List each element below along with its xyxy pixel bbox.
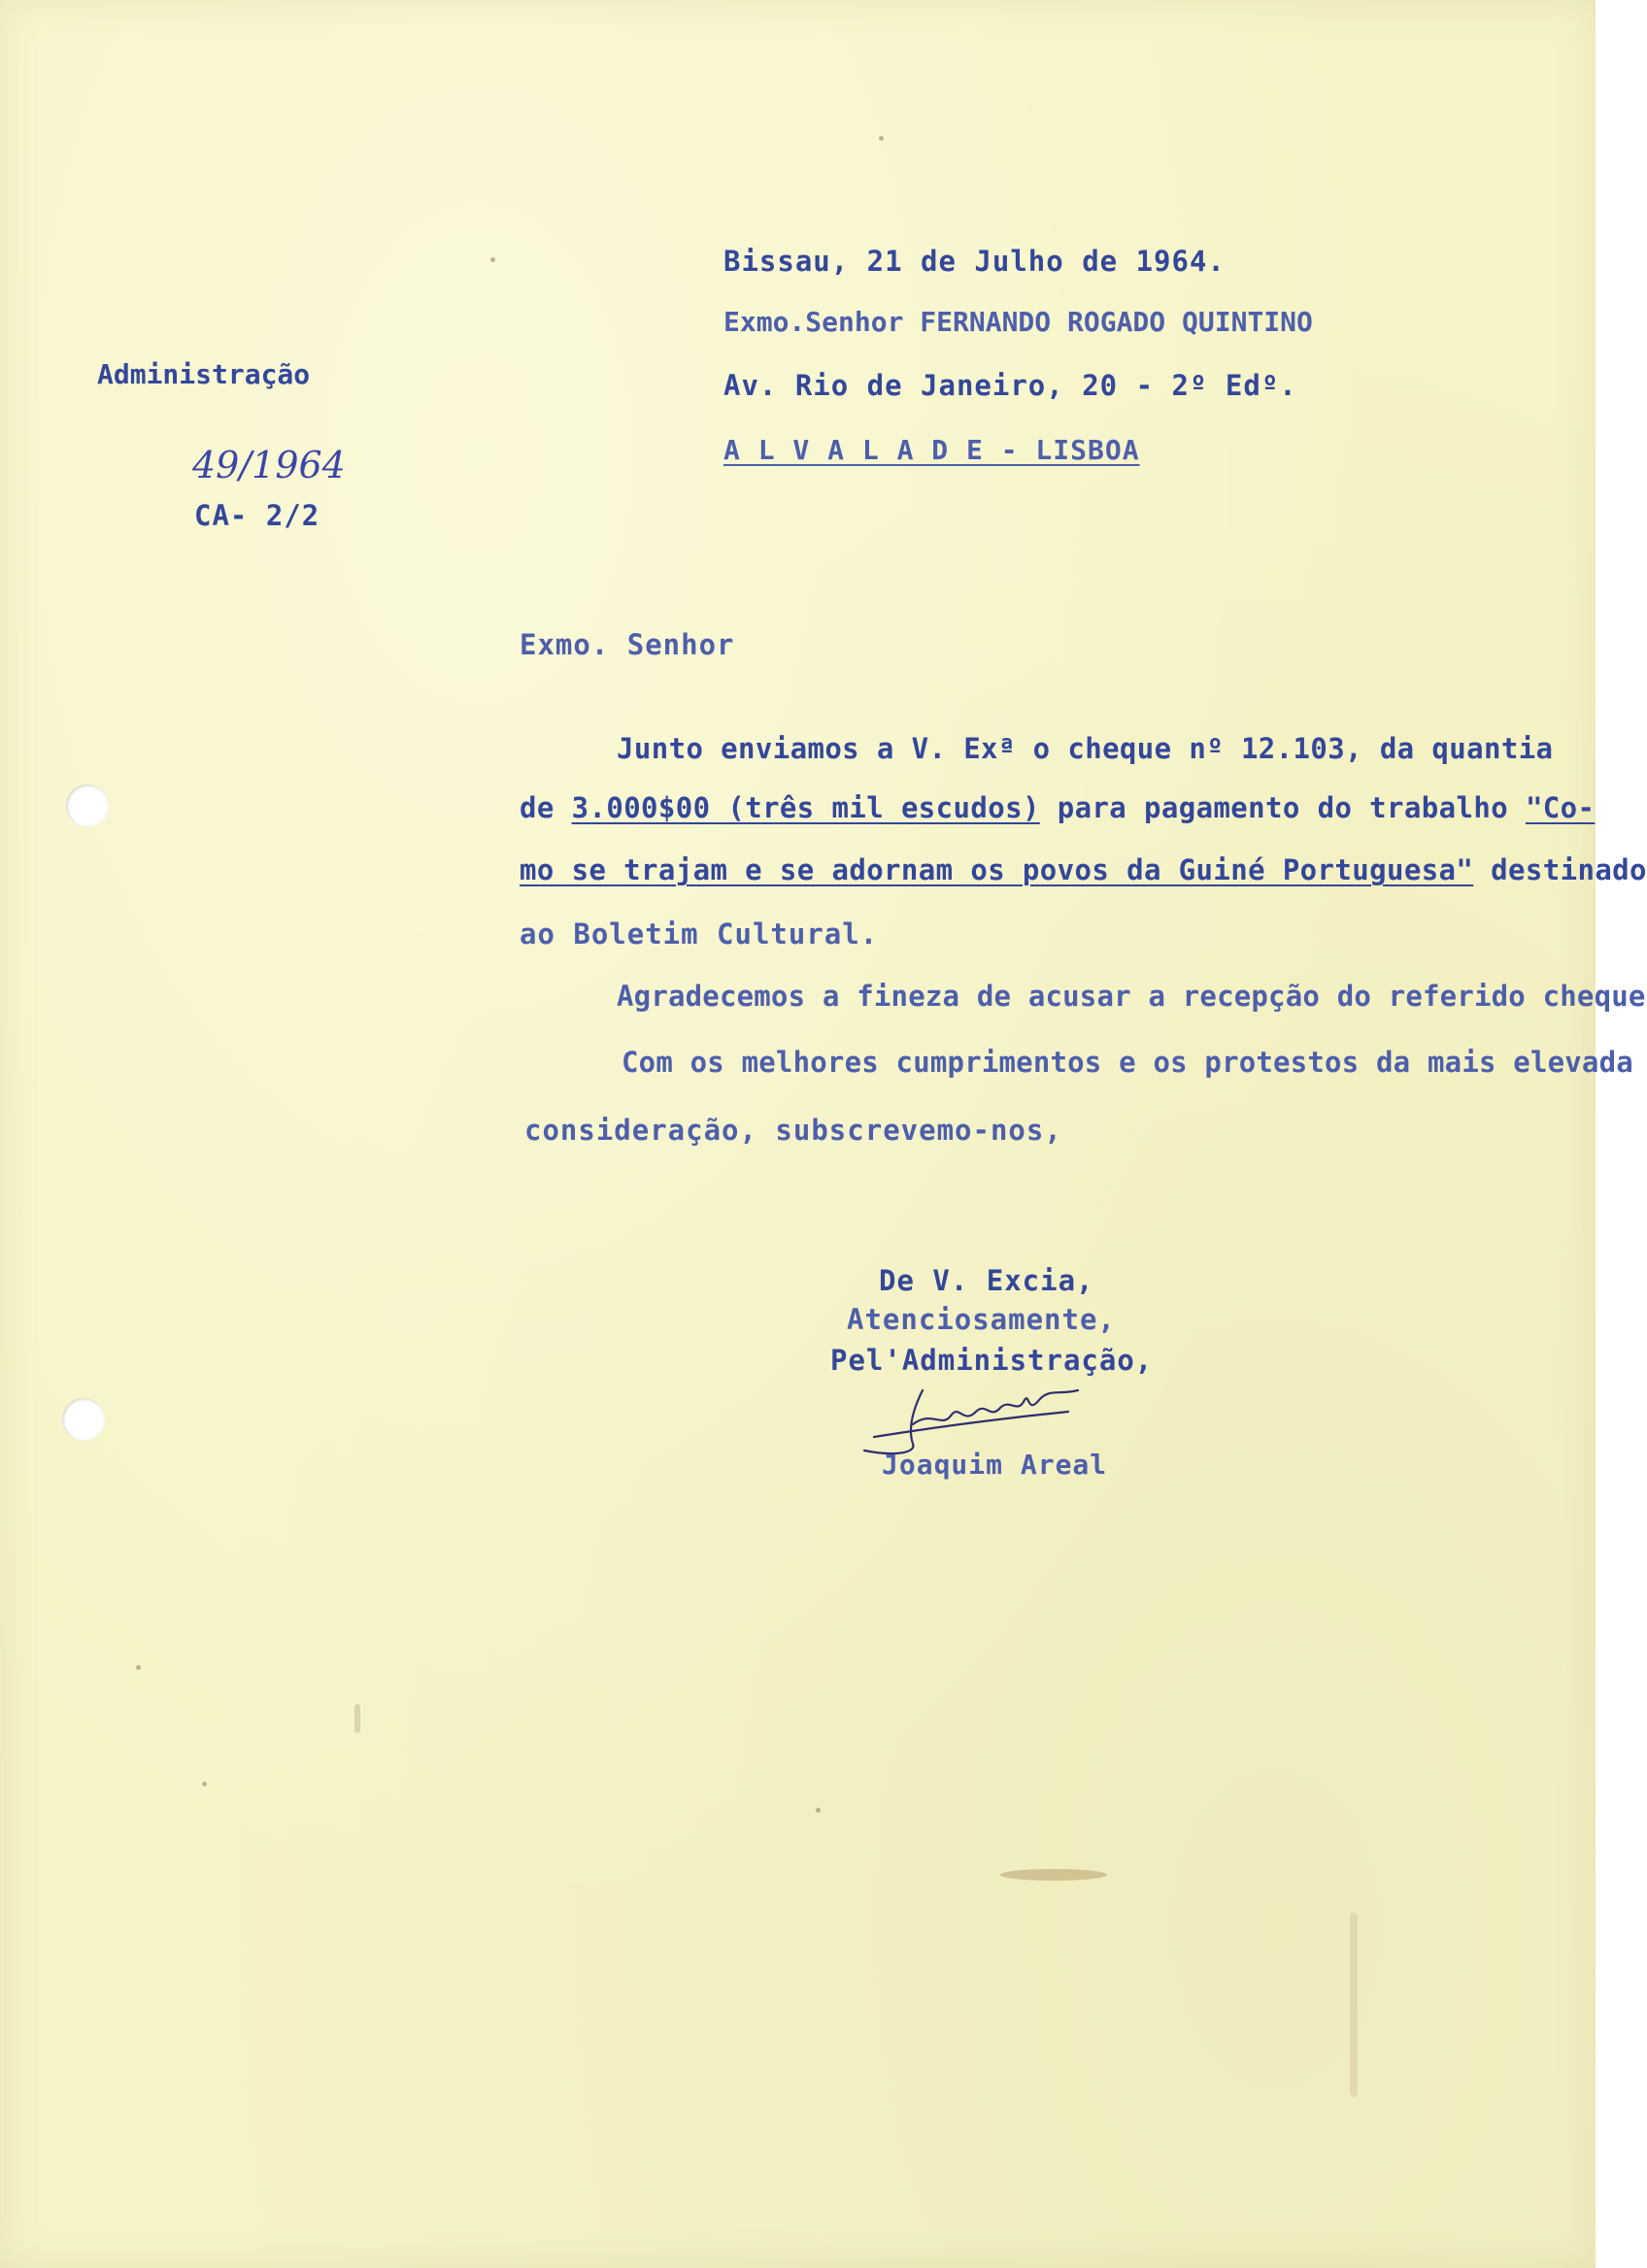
paper-speck [879,136,884,141]
body-line-3 [520,853,1647,886]
paper-smudge [354,1704,360,1733]
closing-line-1: De V. Excia, [879,1264,1094,1297]
punch-hole-top [66,784,109,827]
punch-hole-bottom [62,1398,105,1441]
signatory-name: Joaquim Areal [882,1449,1108,1481]
sender-department: Administração [97,358,311,390]
closing-line-3: Pel'Administração, [830,1344,1154,1377]
body-line-4: ao Boletim Cultural. [520,917,879,951]
body-line-2-prefix: de [520,791,555,824]
paper-speck [490,257,495,262]
paper-smudge [1000,1869,1107,1881]
work-title-end: mo se trajam e se adornam os povos da Guiné Portuguesa" [520,853,1474,886]
recipient-city: A L V A L A D E - LISBOA [723,434,1140,466]
body-line-3-suffix: destinado [1491,853,1647,886]
body-line-1: Junto enviamos a V. Exª o cheque nº 12.103, da quantia [617,732,1554,765]
recipient-address: Av. Rio de Janeiro, 20 - 2º Edº. [723,369,1297,402]
paper-speck [136,1665,141,1670]
recipient-name: Exmo.Senhor FERNANDO ROGADO QUINTINO [723,306,1313,338]
reference-code: CA- 2/2 [194,499,320,532]
body-line-6: Com os melhores cumprimentos e os protestos da mais elevada [622,1046,1633,1079]
cheque-amount: 3.000$00 (três mil escudos) [571,791,1040,824]
paper-smudge [1350,1913,1358,2097]
body-line-5: Agradecemos a fineza de acusar a recepção do referido cheque [617,980,1646,1013]
reference-number: 49/1964 [192,444,346,486]
salutation: Exmo. Senhor [520,628,735,661]
closing-line-2: Atenciosamente, [847,1303,1116,1336]
paper-speck [202,1782,207,1786]
paper-speck [816,1808,821,1813]
work-title-start: "Co- [1525,791,1596,824]
body-line-2 [520,791,1596,824]
body-line-7: consideração, subscrevemo-nos, [524,1114,1062,1147]
place-date: Bissau, 21 de Julho de 1964. [723,245,1226,278]
body-line-2-middle: para pagamento do trabalho [1057,791,1509,824]
